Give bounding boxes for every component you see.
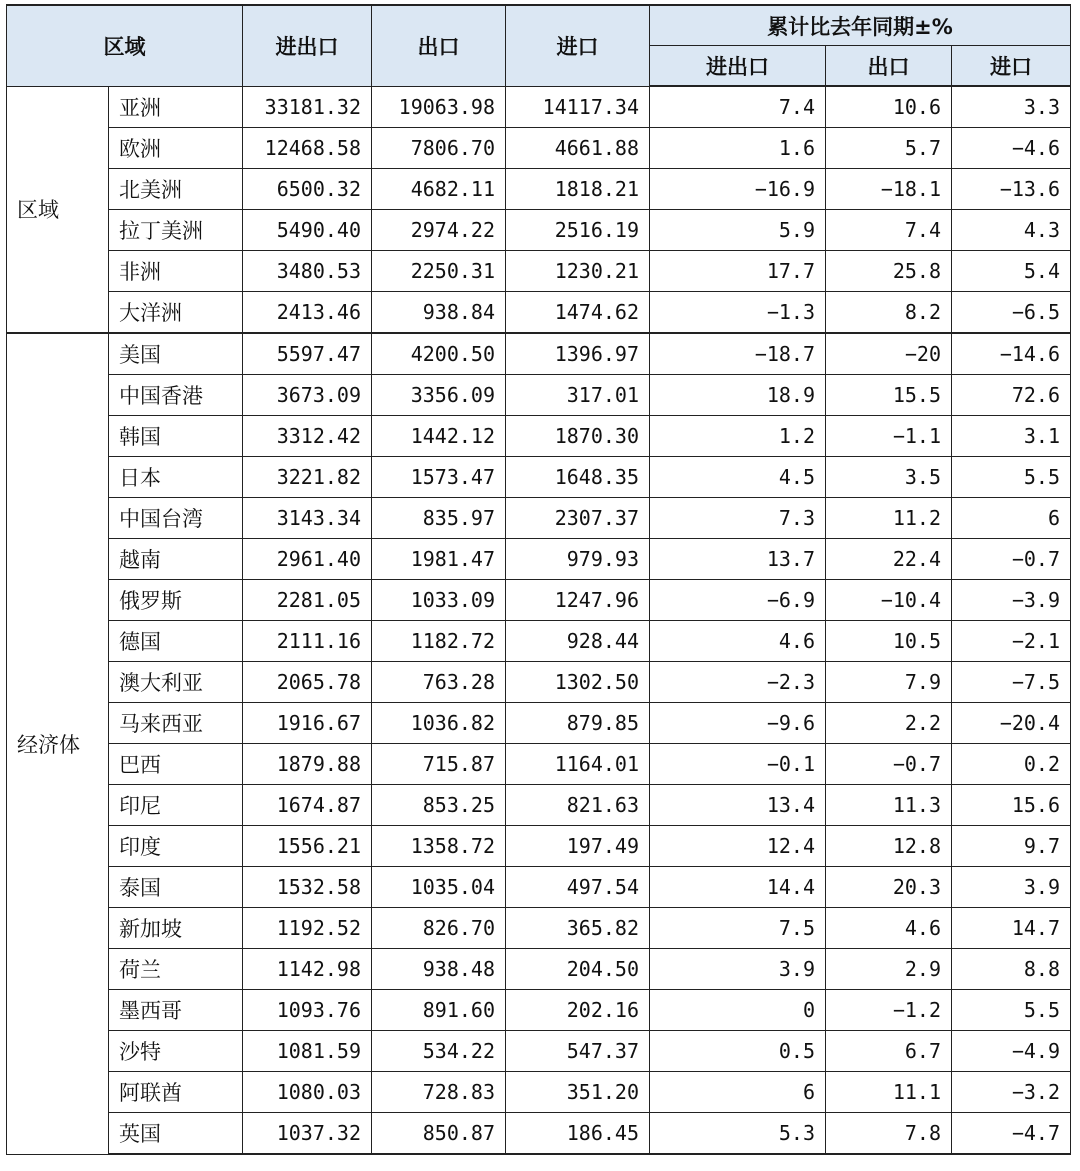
total-value: 1037.32 <box>243 1113 372 1155</box>
header-yoy-export: 出口 <box>826 46 952 87</box>
total-value: 2281.05 <box>243 580 372 621</box>
yoy-import: −4.6 <box>952 128 1071 169</box>
total-value: 1879.88 <box>243 744 372 785</box>
import-value: 879.85 <box>506 703 650 744</box>
export-value: 1981.47 <box>372 539 506 580</box>
export-value: 3356.09 <box>372 375 506 416</box>
yoy-total: −16.9 <box>650 169 826 210</box>
export-value: 1036.82 <box>372 703 506 744</box>
group-label: 区域 <box>7 86 109 333</box>
yoy-total: 1.2 <box>650 416 826 457</box>
table-row <box>7 621 1071 662</box>
import-value: 547.37 <box>506 1031 650 1072</box>
country-name: 印尼 <box>109 785 243 826</box>
yoy-total: −2.3 <box>650 662 826 703</box>
yoy-export: 20.3 <box>826 867 952 908</box>
group-label: 经济体 <box>7 333 109 1154</box>
export-value: 4682.11 <box>372 169 506 210</box>
yoy-total: 1.6 <box>650 128 826 169</box>
export-value: 1035.04 <box>372 867 506 908</box>
yoy-export: 7.4 <box>826 210 952 251</box>
yoy-total: 17.7 <box>650 251 826 292</box>
table-row <box>7 908 1071 949</box>
country-name: 荷兰 <box>109 949 243 990</box>
table-row <box>7 498 1071 539</box>
yoy-import: 5.5 <box>952 457 1071 498</box>
table-row <box>7 744 1071 785</box>
country-name: 北美洲 <box>109 169 243 210</box>
table-row <box>7 785 1071 826</box>
table-row <box>7 949 1071 990</box>
import-value: 1230.21 <box>506 251 650 292</box>
yoy-total: 7.5 <box>650 908 826 949</box>
yoy-total: 7.3 <box>650 498 826 539</box>
import-value: 4661.88 <box>506 128 650 169</box>
import-value: 204.50 <box>506 949 650 990</box>
export-value: 7806.70 <box>372 128 506 169</box>
yoy-import: −0.7 <box>952 539 1071 580</box>
export-value: 763.28 <box>372 662 506 703</box>
import-value: 2516.19 <box>506 210 650 251</box>
import-value: 1302.50 <box>506 662 650 703</box>
yoy-total: −0.1 <box>650 744 826 785</box>
yoy-import: 72.6 <box>952 375 1071 416</box>
yoy-total: 3.9 <box>650 949 826 990</box>
yoy-total: 7.4 <box>650 86 826 128</box>
yoy-import: 6 <box>952 498 1071 539</box>
total-value: 1192.52 <box>243 908 372 949</box>
country-name: 马来西亚 <box>109 703 243 744</box>
total-value: 12468.58 <box>243 128 372 169</box>
yoy-export: 3.5 <box>826 457 952 498</box>
table-row <box>7 867 1071 908</box>
table-body <box>7 86 1071 1154</box>
yoy-export: 22.4 <box>826 539 952 580</box>
yoy-import: −13.6 <box>952 169 1071 210</box>
export-value: 19063.98 <box>372 86 506 128</box>
import-value: 1164.01 <box>506 744 650 785</box>
total-value: 1674.87 <box>243 785 372 826</box>
yoy-import: −20.4 <box>952 703 1071 744</box>
table-row <box>7 1072 1071 1113</box>
total-value: 1142.98 <box>243 949 372 990</box>
header-region: 区域 <box>7 5 243 86</box>
yoy-export: 15.5 <box>826 375 952 416</box>
table-row <box>7 1031 1071 1072</box>
export-value: 835.97 <box>372 498 506 539</box>
country-name: 中国台湾 <box>109 498 243 539</box>
import-value: 317.01 <box>506 375 650 416</box>
import-value: 1247.96 <box>506 580 650 621</box>
country-name: 德国 <box>109 621 243 662</box>
yoy-import: −3.9 <box>952 580 1071 621</box>
export-value: 2974.22 <box>372 210 506 251</box>
export-value: 938.48 <box>372 949 506 990</box>
total-value: 3312.42 <box>243 416 372 457</box>
table-row <box>7 375 1071 416</box>
yoy-import: −14.6 <box>952 333 1071 375</box>
yoy-export: 7.8 <box>826 1113 952 1155</box>
country-name: 非洲 <box>109 251 243 292</box>
export-value: 715.87 <box>372 744 506 785</box>
export-value: 2250.31 <box>372 251 506 292</box>
total-value: 2961.40 <box>243 539 372 580</box>
yoy-export: 7.9 <box>826 662 952 703</box>
yoy-export: 2.9 <box>826 949 952 990</box>
table-row <box>7 128 1071 169</box>
country-name: 欧洲 <box>109 128 243 169</box>
total-value: 2111.16 <box>243 621 372 662</box>
table-header <box>7 5 1071 86</box>
import-value: 14117.34 <box>506 86 650 128</box>
yoy-total: 6 <box>650 1072 826 1113</box>
yoy-total: 5.3 <box>650 1113 826 1155</box>
total-value: 1532.58 <box>243 867 372 908</box>
header-yoy-total: 进出口 <box>650 46 826 87</box>
yoy-export: 8.2 <box>826 292 952 334</box>
total-value: 1080.03 <box>243 1072 372 1113</box>
yoy-import: 5.4 <box>952 251 1071 292</box>
total-value: 1081.59 <box>243 1031 372 1072</box>
table-row <box>7 1113 1071 1155</box>
total-value: 1093.76 <box>243 990 372 1031</box>
yoy-import: 15.6 <box>952 785 1071 826</box>
yoy-import: 9.7 <box>952 826 1071 867</box>
yoy-import: 14.7 <box>952 908 1071 949</box>
import-value: 497.54 <box>506 867 650 908</box>
table-row <box>7 457 1071 498</box>
total-value: 5490.40 <box>243 210 372 251</box>
table-row <box>7 333 1071 375</box>
import-value: 365.82 <box>506 908 650 949</box>
export-value: 891.60 <box>372 990 506 1031</box>
import-value: 202.16 <box>506 990 650 1031</box>
export-value: 4200.50 <box>372 333 506 375</box>
yoy-export: 10.6 <box>826 86 952 128</box>
export-value: 938.84 <box>372 292 506 334</box>
trade-statistics-table <box>6 4 1071 1155</box>
import-value: 1818.21 <box>506 169 650 210</box>
table-row <box>7 990 1071 1031</box>
header-export: 出口 <box>372 5 506 86</box>
yoy-export: 10.5 <box>826 621 952 662</box>
yoy-export: −1.2 <box>826 990 952 1031</box>
yoy-total: 0 <box>650 990 826 1031</box>
total-value: 2413.46 <box>243 292 372 334</box>
import-value: 197.49 <box>506 826 650 867</box>
yoy-import: −3.2 <box>952 1072 1071 1113</box>
import-value: 928.44 <box>506 621 650 662</box>
yoy-import: −4.7 <box>952 1113 1071 1155</box>
import-value: 351.20 <box>506 1072 650 1113</box>
export-value: 826.70 <box>372 908 506 949</box>
yoy-total: −9.6 <box>650 703 826 744</box>
total-value: 3221.82 <box>243 457 372 498</box>
yoy-total: −1.3 <box>650 292 826 334</box>
country-name: 阿联酋 <box>109 1072 243 1113</box>
import-value: 821.63 <box>506 785 650 826</box>
country-name: 中国香港 <box>109 375 243 416</box>
yoy-export: 11.2 <box>826 498 952 539</box>
table-row <box>7 251 1071 292</box>
yoy-export: 12.8 <box>826 826 952 867</box>
country-name: 大洋洲 <box>109 292 243 334</box>
yoy-import: −4.9 <box>952 1031 1071 1072</box>
country-name: 印度 <box>109 826 243 867</box>
export-value: 1033.09 <box>372 580 506 621</box>
country-name: 俄罗斯 <box>109 580 243 621</box>
header-total: 进出口 <box>243 5 372 86</box>
country-name: 日本 <box>109 457 243 498</box>
export-value: 1358.72 <box>372 826 506 867</box>
yoy-total: 4.5 <box>650 457 826 498</box>
yoy-total: 12.4 <box>650 826 826 867</box>
yoy-export: 6.7 <box>826 1031 952 1072</box>
total-value: 1916.67 <box>243 703 372 744</box>
country-name: 新加坡 <box>109 908 243 949</box>
export-value: 1442.12 <box>372 416 506 457</box>
table-row <box>7 416 1071 457</box>
total-value: 1556.21 <box>243 826 372 867</box>
import-value: 1870.30 <box>506 416 650 457</box>
yoy-import: 3.9 <box>952 867 1071 908</box>
yoy-import: 0.2 <box>952 744 1071 785</box>
yoy-export: −10.4 <box>826 580 952 621</box>
yoy-total: 13.4 <box>650 785 826 826</box>
country-name: 拉丁美洲 <box>109 210 243 251</box>
table-row <box>7 539 1071 580</box>
yoy-total: −6.9 <box>650 580 826 621</box>
country-name: 沙特 <box>109 1031 243 1072</box>
header-yoy-import: 进口 <box>952 46 1071 87</box>
total-value: 6500.32 <box>243 169 372 210</box>
yoy-total: 0.5 <box>650 1031 826 1072</box>
total-value: 3480.53 <box>243 251 372 292</box>
import-value: 2307.37 <box>506 498 650 539</box>
yoy-export: 11.3 <box>826 785 952 826</box>
import-value: 979.93 <box>506 539 650 580</box>
yoy-import: 3.1 <box>952 416 1071 457</box>
yoy-export: −20 <box>826 333 952 375</box>
export-value: 534.22 <box>372 1031 506 1072</box>
table-row <box>7 292 1071 334</box>
total-value: 3143.34 <box>243 498 372 539</box>
yoy-import: 4.3 <box>952 210 1071 251</box>
country-name: 澳大利亚 <box>109 662 243 703</box>
yoy-import: −7.5 <box>952 662 1071 703</box>
yoy-import: 5.5 <box>952 990 1071 1031</box>
table-row <box>7 703 1071 744</box>
country-name: 泰国 <box>109 867 243 908</box>
yoy-total: 18.9 <box>650 375 826 416</box>
table-row <box>7 662 1071 703</box>
yoy-import: −6.5 <box>952 292 1071 334</box>
country-name: 韩国 <box>109 416 243 457</box>
table-row <box>7 86 1071 128</box>
table-row <box>7 826 1071 867</box>
header-yoy-group: 累计比去年同期±% <box>650 5 1071 46</box>
country-name: 墨西哥 <box>109 990 243 1031</box>
total-value: 33181.32 <box>243 86 372 128</box>
yoy-export: 11.1 <box>826 1072 952 1113</box>
export-value: 1182.72 <box>372 621 506 662</box>
yoy-export: −0.7 <box>826 744 952 785</box>
yoy-import: −2.1 <box>952 621 1071 662</box>
yoy-import: 3.3 <box>952 86 1071 128</box>
header-import: 进口 <box>506 5 650 86</box>
table-row <box>7 169 1071 210</box>
yoy-import: 8.8 <box>952 949 1071 990</box>
country-name: 巴西 <box>109 744 243 785</box>
country-name: 英国 <box>109 1113 243 1155</box>
table-row <box>7 580 1071 621</box>
import-value: 1648.35 <box>506 457 650 498</box>
export-value: 728.83 <box>372 1072 506 1113</box>
table-row <box>7 210 1071 251</box>
country-name: 亚洲 <box>109 86 243 128</box>
yoy-export: 2.2 <box>826 703 952 744</box>
country-name: 美国 <box>109 333 243 375</box>
yoy-export: −18.1 <box>826 169 952 210</box>
import-value: 186.45 <box>506 1113 650 1155</box>
country-name: 越南 <box>109 539 243 580</box>
total-value: 2065.78 <box>243 662 372 703</box>
total-value: 3673.09 <box>243 375 372 416</box>
export-value: 1573.47 <box>372 457 506 498</box>
yoy-total: 5.9 <box>650 210 826 251</box>
yoy-total: 13.7 <box>650 539 826 580</box>
export-value: 850.87 <box>372 1113 506 1155</box>
export-value: 853.25 <box>372 785 506 826</box>
yoy-export: 4.6 <box>826 908 952 949</box>
yoy-total: 14.4 <box>650 867 826 908</box>
yoy-export: −1.1 <box>826 416 952 457</box>
yoy-export: 25.8 <box>826 251 952 292</box>
yoy-total: −18.7 <box>650 333 826 375</box>
yoy-total: 4.6 <box>650 621 826 662</box>
yoy-export: 5.7 <box>826 128 952 169</box>
import-value: 1396.97 <box>506 333 650 375</box>
import-value: 1474.62 <box>506 292 650 334</box>
total-value: 5597.47 <box>243 333 372 375</box>
